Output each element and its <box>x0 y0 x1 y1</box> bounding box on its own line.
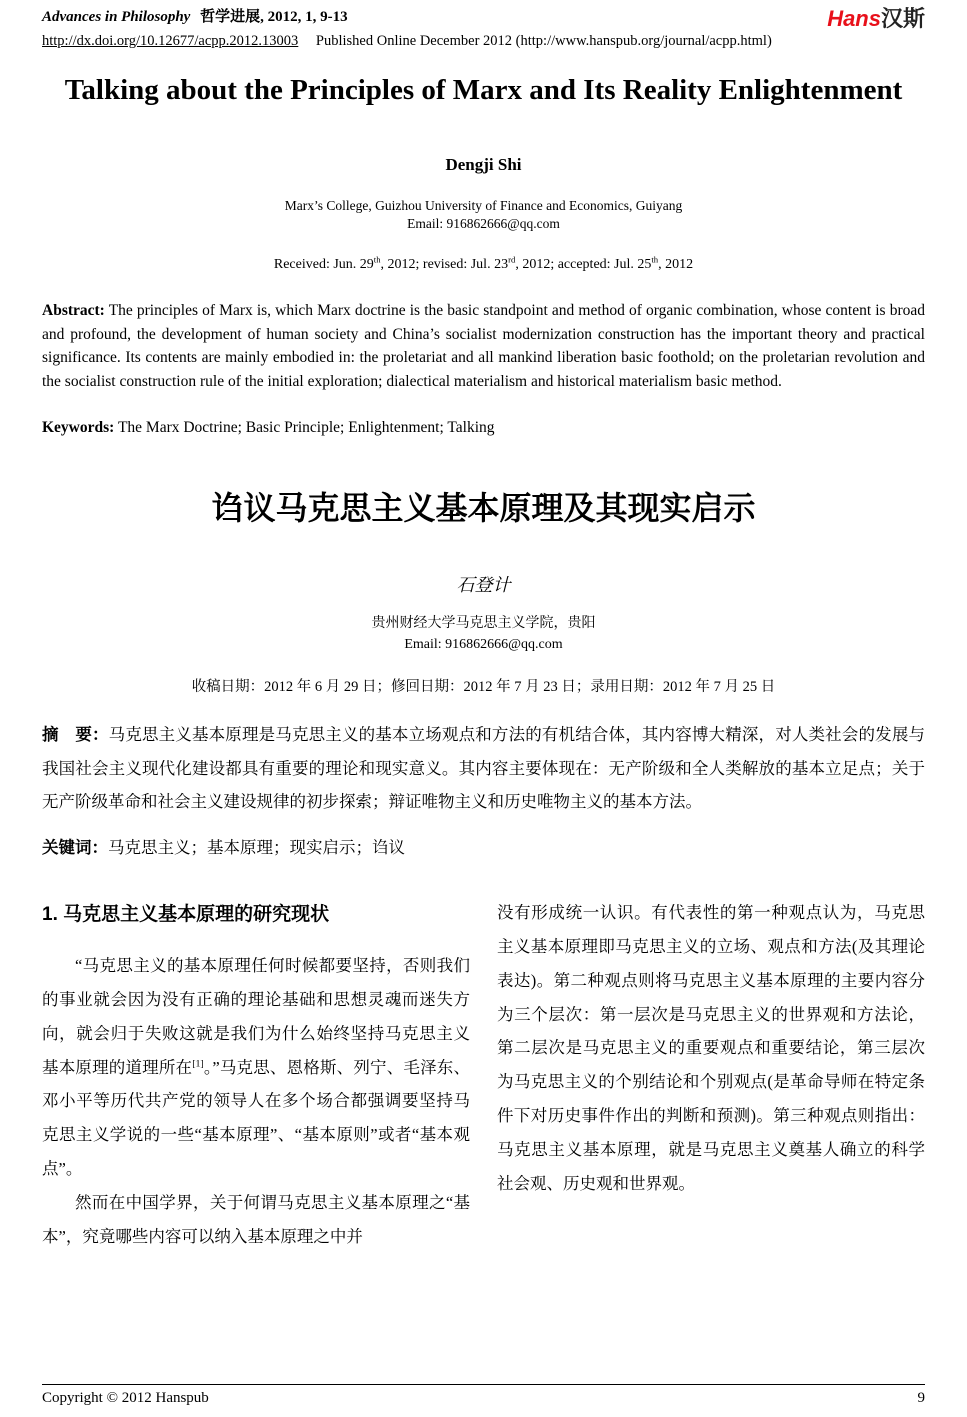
header <box>42 8 925 30</box>
left-paragraph-2: 然而在中国学界，关于何谓马克思主义基本原理之“基本”，究竟哪些内容可以纳入基本原理之中并 <box>42 1192 470 1246</box>
chinese-dates-line: 收稿日期：2012 年 6 月 29 日；修回日期：2012 年 7 月 23 日；录用日期：2012 年 7 月 25 日 <box>191 679 776 696</box>
body-columns <box>42 896 925 1253</box>
citation-ref-1[interactable]: [1] <box>192 1058 204 1070</box>
chinese-author: 石登计 <box>456 575 511 596</box>
revised-text: , 2012; revised: Jul. 23 <box>380 257 509 273</box>
journal-header <box>42 8 348 28</box>
received-text: Received: Jun. 29 <box>273 257 374 273</box>
right-column <box>497 896 925 1253</box>
header-subline <box>42 33 925 50</box>
hans-logo-cn: 汉斯 <box>880 6 925 31</box>
abstract-text: The principles of Marx is, which Marx doctrine is the basic standpoint and method of organic combination, whose content is broad and profound, the development of human society and China’s socialist modernization construction has the important theory and practical significance. Its contents are mainly embodied in: the proletariat and all mankind liberation basic foothold; on the proletarian revolution and the socialist construction rule of the initial exploration; dialectical materialism and historical materialism basic method. <box>42 302 925 390</box>
accepted-text: , 2012; accepted: Jul. 25 <box>515 257 652 273</box>
chinese-email: Email: 916862666@qq.com <box>404 637 563 653</box>
published-info: Published Online December 2012 (http://www.hanspub.org/journal/acpp.html) <box>315 33 772 49</box>
journal-title-cn-issue: 哲学进展, 2012, 1, 9-13 <box>200 9 348 25</box>
journal-title-en: Advances in Philosophy <box>42 9 191 25</box>
chinese-abstract <box>42 718 925 818</box>
english-author: Dengji Shi <box>445 154 522 174</box>
hans-logo <box>827 8 925 30</box>
hans-logo-en: Hans <box>827 6 881 31</box>
right-paragraph-1: 没有形成统一认识。有代表性的第一种观点认为，马克思主义基本原理即马克思主义的立场、观点和方法(及其理论表达)。第二种观点则将马克思主义基本原理的主要内容分为三个层次：第一层次是马克思主义的世界观和方法论，第二层次是马克思主义的重要观点和重要结论，第三层次为马克思主义的个别结论和个别观点(是革命导师在特定条件下对历史事件作出的判断和预测)。第三种观点则指出：马克思主义基本原理，就是马克思主义奠基人确立的科学社会观、历史观和世界观。 <box>497 903 925 1193</box>
english-email: Email: 916862666@qq.com <box>407 215 560 231</box>
year-text: , 2012 <box>658 257 694 273</box>
keywords-label: Keywords: <box>42 419 115 437</box>
ordinal-suffix: rd <box>508 254 516 265</box>
doi-link[interactable]: http://dx.doi.org/10.12677/acpp.2012.13003 <box>42 33 299 49</box>
chinese-keywords-text: 马克思主义；基本原理；现实启示；诌议 <box>108 838 405 858</box>
left-paragraph-1 <box>42 949 470 1186</box>
section-1-heading: 1. 马克思主义基本原理的研究现状 <box>42 904 330 926</box>
chinese-abstract-label: 摘 要： <box>42 726 109 745</box>
copyright-text: Copyright © 2012 Hanspub <box>42 1390 209 1406</box>
chinese-affiliation-block <box>42 613 925 655</box>
left-p1-text-a: “马克思主义的基本原理任何时候都要坚持，否则我们的事业就会因为没有正确的理论基础和思想灵魂而迷失方向，就会归于失败这就是我们为什么始终坚持马克思主义基本原理的道理所在 <box>42 956 470 1077</box>
chinese-keywords-label: 关键词： <box>42 839 108 858</box>
english-dates-line <box>42 254 925 273</box>
english-title: Talking about the Principles of Marx and Its Reality Enlightenment <box>64 74 903 106</box>
chinese-keywords <box>42 834 925 858</box>
page-footer <box>42 1384 925 1407</box>
english-keywords <box>42 419 925 437</box>
chinese-abstract-text: 马克思主义基本原理是马克思主义的基本立场观点和方法的有机结合体，其内容博大精深，对人类社会的发展与我国社会主义现代化建设都具有重要的理论和现实意义。其内容主要体现在：无产阶级和全人类解放的基本立足点；关于无产阶级革命和社会主义建设规律的初步探索；辩证唯物主义和历史唯物主义的基本方法。 <box>42 725 926 812</box>
chinese-affiliation: 贵州财经大学马克思主义学院，贵阳 <box>371 616 596 632</box>
chinese-title: 诌议马克思主义基本原理及其现实启示 <box>211 490 756 527</box>
ordinal-suffix: th <box>373 254 381 265</box>
page-number: 9 <box>917 1390 925 1406</box>
left-column <box>42 896 470 1253</box>
english-affiliation-block <box>42 197 925 233</box>
ordinal-suffix: th <box>651 254 659 265</box>
english-affiliation: Marx’s College, Guizhou University of Finance and Economics, Guiyang <box>284 197 683 213</box>
left-p1-text-b: 。”马克思、恩格斯、列宁、毛泽东、邓小平等历代共产党的领导人在多个场合都强调要坚持马克思主义学说的一些“基本原理”、“基本原则”或者“基本观点”。 <box>42 1057 471 1179</box>
abstract-label: Abstract: <box>42 302 105 320</box>
english-abstract <box>42 299 925 393</box>
keywords-text: The Marx Doctrine; Basic Principle; Enlightenment; Talking <box>117 419 495 437</box>
